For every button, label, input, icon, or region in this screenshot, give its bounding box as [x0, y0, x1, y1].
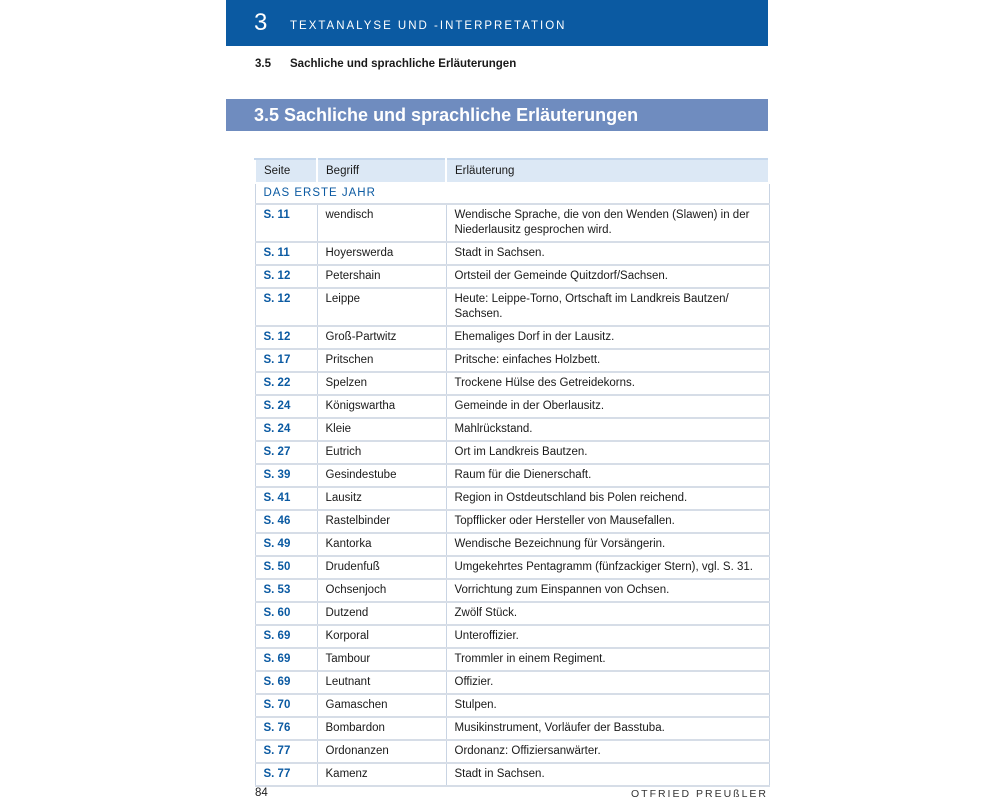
table-group-label: DAS ERSTE JAHR [255, 183, 769, 204]
table-row [255, 625, 769, 648]
cell-erlaeuterung: Umgekehrtes Pentagramm (fünfzackiger Stern), vgl. S. 31. [446, 556, 769, 579]
running-head-number: 3.5 [255, 58, 271, 70]
glossary-table-container [254, 158, 768, 787]
cell-begriff: Gesindestube [317, 464, 446, 487]
cell-begriff: Kamenz [317, 763, 446, 786]
cell-begriff: Korporal [317, 625, 446, 648]
table-row [255, 648, 769, 671]
cell-begriff: Eutrich [317, 441, 446, 464]
table-row [255, 326, 769, 349]
cell-seite: S. 27 [255, 441, 317, 464]
cell-erlaeuterung: Ortsteil der Gemeinde Quitzdorf/Sachsen. [446, 265, 769, 288]
cell-erlaeuterung: Gemeinde in der Oberlausitz. [446, 395, 769, 418]
table-row [255, 533, 769, 556]
cell-erlaeuterung: Wendische Bezeichnung für Vorsängerin. [446, 533, 769, 556]
cell-begriff: Lausitz [317, 487, 446, 510]
cell-seite: S. 22 [255, 372, 317, 395]
cell-begriff: Ordonanzen [317, 740, 446, 763]
column-header-begriff: Begriff [317, 159, 446, 183]
cell-begriff: Ochsenjoch [317, 579, 446, 602]
chapter-header-bar [226, 0, 768, 46]
section-title: 3.5 Sachliche und sprachliche Erläuterungen [254, 105, 639, 125]
cell-begriff: Pritschen [317, 349, 446, 372]
cell-seite: S. 53 [255, 579, 317, 602]
cell-erlaeuterung: Zwölf Stück. [446, 602, 769, 625]
cell-erlaeuterung: Trommler in einem Regiment. [446, 648, 769, 671]
table-row [255, 763, 769, 786]
cell-seite: S. 46 [255, 510, 317, 533]
cell-begriff: Königswartha [317, 395, 446, 418]
cell-erlaeuterung: Stadt in Sachsen. [446, 763, 769, 786]
cell-begriff: Tambour [317, 648, 446, 671]
table-row [255, 418, 769, 441]
cell-erlaeuterung: Unteroffizier. [446, 625, 769, 648]
section-title-bar [226, 99, 768, 131]
table-row [255, 265, 769, 288]
column-header-seite: Seite [255, 159, 317, 183]
table-row [255, 510, 769, 533]
table-row [255, 671, 769, 694]
table-row [255, 487, 769, 510]
cell-seite: S. 24 [255, 395, 317, 418]
cell-erlaeuterung: Vorrichtung zum Einspannen von Ochsen. [446, 579, 769, 602]
cell-begriff: Bombardon [317, 717, 446, 740]
cell-erlaeuterung: Pritsche: einfaches Holzbett. [446, 349, 769, 372]
cell-seite: S. 77 [255, 740, 317, 763]
cell-begriff: Gamaschen [317, 694, 446, 717]
table-header-row [255, 159, 769, 183]
cell-seite: S. 12 [255, 265, 317, 288]
cell-seite: S. 11 [255, 204, 317, 242]
chapter-number: 3 [254, 9, 268, 36]
cell-seite: S. 11 [255, 242, 317, 265]
cell-erlaeuterung: Ort im Landkreis Bautzen. [446, 441, 769, 464]
table-row [255, 349, 769, 372]
cell-seite: S. 17 [255, 349, 317, 372]
cell-begriff: Dutzend [317, 602, 446, 625]
cell-seite: S. 69 [255, 671, 317, 694]
running-head-title: Sachliche und sprachliche Erläuterungen [290, 58, 517, 70]
cell-begriff: wendisch [317, 204, 446, 242]
cell-begriff: Drudenfuß [317, 556, 446, 579]
cell-seite: S. 12 [255, 288, 317, 326]
table-row [255, 395, 769, 418]
cell-erlaeuterung: Heute: Leippe-Torno, Ortschaft im Landkreis Bautzen/ Sachsen. [446, 288, 769, 326]
cell-seite: S. 69 [255, 648, 317, 671]
table-row [255, 242, 769, 265]
cell-seite: S. 24 [255, 418, 317, 441]
cell-erlaeuterung: Ordonanz: Offiziersanwärter. [446, 740, 769, 763]
cell-begriff: Rastelbinder [317, 510, 446, 533]
cell-erlaeuterung: Musikinstrument, Vorläufer der Basstuba. [446, 717, 769, 740]
page-number: 84 [255, 787, 268, 799]
cell-begriff: Hoyerswerda [317, 242, 446, 265]
cell-erlaeuterung: Ehemaliges Dorf in der Lausitz. [446, 326, 769, 349]
cell-erlaeuterung: Stulpen. [446, 694, 769, 717]
cell-begriff: Groß-Partwitz [317, 326, 446, 349]
cell-erlaeuterung: Region in Ostdeutschland bis Polen reichend. [446, 487, 769, 510]
glossary-table [254, 158, 770, 787]
cell-seite: S. 39 [255, 464, 317, 487]
table-group-row [255, 183, 769, 204]
table-row [255, 288, 769, 326]
cell-seite: S. 69 [255, 625, 317, 648]
cell-seite: S. 70 [255, 694, 317, 717]
table-row [255, 441, 769, 464]
table-row [255, 579, 769, 602]
cell-erlaeuterung: Offizier. [446, 671, 769, 694]
footer-author: OTFRIED PREUßLER [630, 788, 768, 800]
cell-begriff: Leippe [317, 288, 446, 326]
cell-seite: S. 60 [255, 602, 317, 625]
cell-erlaeuterung: Topfflicker oder Hersteller von Mausefallen. [446, 510, 769, 533]
cell-begriff: Petershain [317, 265, 446, 288]
cell-erlaeuterung: Mahlrückstand. [446, 418, 769, 441]
cell-erlaeuterung: Trockene Hülse des Getreidekorns. [446, 372, 769, 395]
column-header-erlaeuterung: Erläuterung [446, 159, 769, 183]
table-row [255, 204, 769, 242]
cell-seite: S. 41 [255, 487, 317, 510]
cell-begriff: Kleie [317, 418, 446, 441]
cell-erlaeuterung: Wendische Sprache, die von den Wenden (Slawen) in der Niederlausitz gesprochen wird. [446, 204, 769, 242]
table-row [255, 556, 769, 579]
table-row [255, 717, 769, 740]
running-head [255, 58, 516, 70]
chapter-title: TEXTANALYSE UND -INTERPRETATION [290, 20, 567, 32]
cell-erlaeuterung: Raum für die Dienerschaft. [446, 464, 769, 487]
cell-begriff: Spelzen [317, 372, 446, 395]
cell-begriff: Kantorka [317, 533, 446, 556]
table-row [255, 740, 769, 763]
cell-seite: S. 50 [255, 556, 317, 579]
cell-seite: S. 49 [255, 533, 317, 556]
table-row [255, 464, 769, 487]
cell-begriff: Leutnant [317, 671, 446, 694]
cell-seite: S. 12 [255, 326, 317, 349]
cell-seite: S. 77 [255, 763, 317, 786]
table-row [255, 602, 769, 625]
cell-seite: S. 76 [255, 717, 317, 740]
cell-erlaeuterung: Stadt in Sachsen. [446, 242, 769, 265]
table-row [255, 694, 769, 717]
table-row [255, 372, 769, 395]
